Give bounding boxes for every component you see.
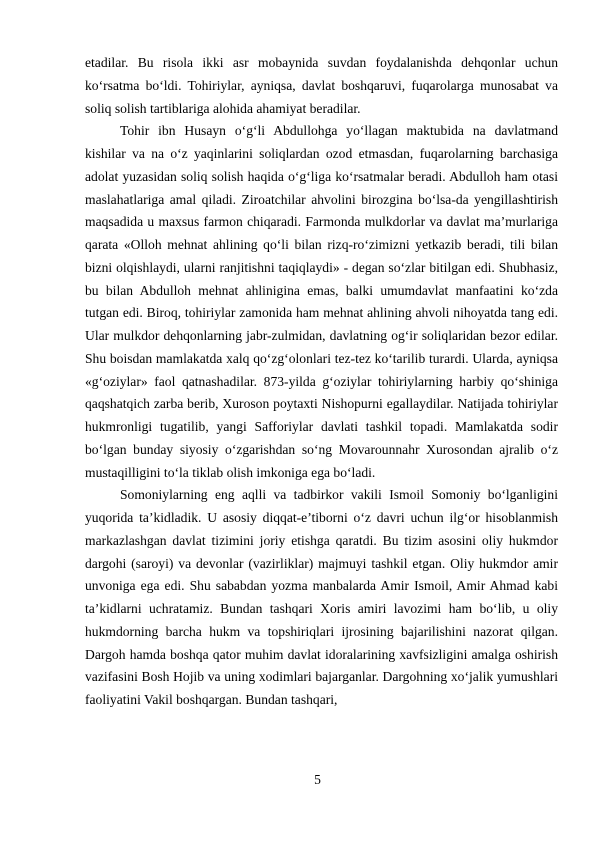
paragraph-3: Somoniylarning eng aqlli va tadbirkor vakili Ismoil Somoniy bo‘lganligini yuqorida ta’kidladik. U asosiy diqqat-e’tiborni o‘z davri uchun ilg‘or hisoblanmish markazlashgan davlat tizimini joriy etishga qaratdi. Bu tizim asosini oliy hukmdor dargohi (saroyi) va devonlar (vazirliklar) majmuyi tashkil etgan. Oliy hukmdor amir unvoniga ega edi. Shu sababdan yozma manbalarda Amir Ismoil, Amir Ahmad kabi ta’kidlarni uchratamiz. Bundan tashqari Xoris amiri lavozimi ham bo‘lib, u oliy hukmdorning barcha hukm va topshiriqlari ijrosining bajarilishini nazorat qilgan. Dargoh hamda boshqa qator muhim davlat idoralarining xavfsizligini amalga oshirish vazifasini Bosh Hojib va uning xodimlari bajarganlar. Dargohning xo‘jalik yumushlari faoliyatini Vakil boshqargan. Bundan tashqari, [85, 487, 558, 707]
paragraph-1: etadilar. Bu risola ikki asr mobaynida suvdan foydalanishda dehqonlar uchun ko‘rsatma bo‘ldi. Tohiriylar, ayniqsa, davlat boshqaruvi, fuqarolarga munosabat va soliq solish tartiblariga alohida ahamiyat beradilar. [85, 55, 558, 116]
paragraph-2: Tohir ibn Husayn o‘g‘li Abdullohga yo‘llagan maktubida na davlatmand kishilar va na o‘z yaqinlarini soliqlardan ozod etmasdan, fuqarolarning barchasiga adolat yuzasidan soliq solish haqida o‘g‘liga ko‘rsatmalar beradi. Abdulloh ham otasi maslahatlariga amal qiladi. Ziroatchilar ahvolini birozgina bo‘lsa-da yengillashtirish maqsadida u maxsus farmon chiqaradi. Farmonda mulkdorlar va davlat ma’murlariga qarata «Olloh mehnat ahlining qo‘li bilan rizq-ro‘zimizni yetkazib beradi, tili bilan bizni olqishlaydi, ularni ranjitishni taqiqlaydi» - degan so‘zlar bitilgan edi. Shubhasiz, bu bilan Abdulloh mehnat ahlinigina emas, balki umumdavlat manfaatini ko‘zda tutgan edi. Biroq, tohiriylar zamonida ham mehnat ahlining ahvoli nihoyatda tang edi. Ular mulkdor dehqonlarning jabr-zulmidan, davlatning og‘ir soliqlaridan bezor edilar. Shu boisdan mamlakatda xalq qo‘zg‘olonlari tez-tez ko‘tarilib turardi. Ularda, ayniqsa «g‘oziylar» faol qatnashadilar. 873-yilda g‘oziylar tohiriylarning harbiy qo‘shiniga qaqshatqich zarba berib, Xuroson poytaxti Nishopurni egallaydilar. Natijada tohiriylar hukmronligi tugatilib, yangi Safforiylar davlati tashkil topadi. Mamlakatda sodir bo‘lgan bunday siyosiy o‘zgarishdan so‘ng Movarounnahr Xurosondan ajralib o‘z mustaqilligini to‘la tiklab olish imkoniga ega bo‘ladi. [85, 123, 558, 480]
page-number: 5 [314, 772, 321, 787]
document-page [85, 52, 558, 712]
